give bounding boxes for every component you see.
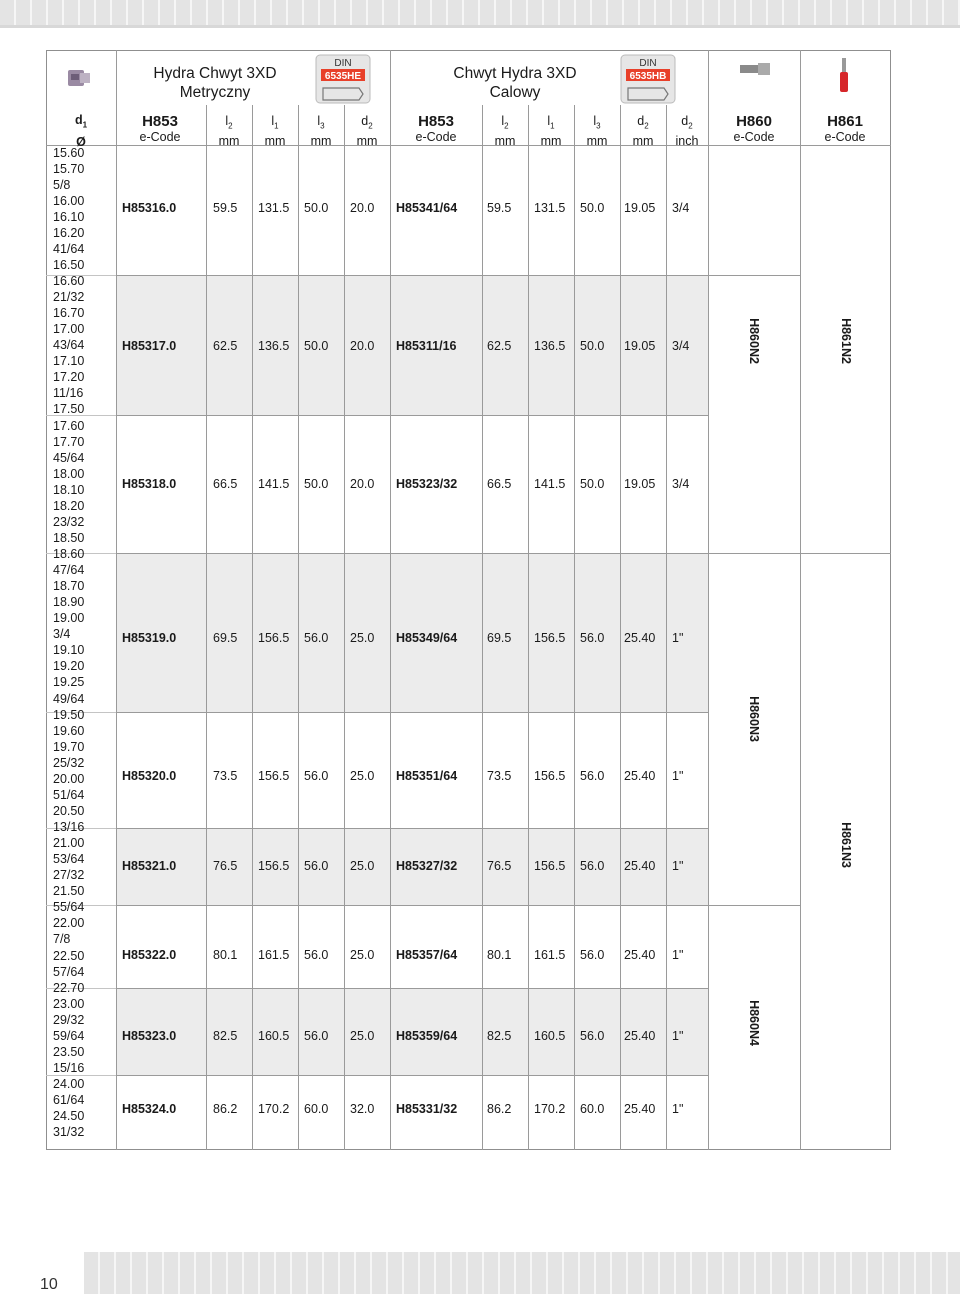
diameter-value: 18.20 — [53, 498, 85, 513]
diameter-value: 16.20 — [53, 225, 85, 240]
diameter-value: 7/8 — [53, 932, 71, 947]
diameter-value: 18.50 — [53, 530, 85, 545]
h860-divider — [708, 905, 800, 906]
diameter-value: 18.60 — [53, 547, 85, 561]
i-l1-cell: 170.2 — [534, 1102, 566, 1116]
i-code-cell: H85311/16 — [396, 339, 457, 353]
i-d2in-cell: 1" — [672, 948, 684, 962]
column-divider — [620, 105, 621, 1150]
column-divider — [390, 50, 391, 1150]
i-l3-cell: 56.0 — [580, 948, 605, 962]
i-l2-cell: 82.5 — [487, 1029, 512, 1043]
diameter-value: 16.00 — [53, 193, 85, 208]
i-code-cell: H85359/64 — [396, 1029, 458, 1043]
m-l3-cell: 56.0 — [304, 769, 329, 783]
i-l3-cell: 56.0 — [580, 1029, 605, 1043]
column-divider — [206, 105, 207, 1150]
i-d2mm-cell: 25.40 — [624, 631, 656, 645]
inch-col-header: $d_2$ inch — [675, 114, 699, 148]
metric-col-header: $d_2$ mm — [356, 114, 378, 148]
diameter-value: 23.00 — [53, 996, 85, 1011]
h860-ecode-header: e-Code — [733, 130, 775, 144]
i-l1-cell: 156.5 — [534, 631, 566, 645]
diameter-value: 21.00 — [53, 836, 85, 851]
i-l2-cell: 69.5 — [487, 631, 512, 645]
m-l1-cell: 161.5 — [258, 948, 290, 962]
m-d2-cell: 25.0 — [350, 769, 375, 783]
m-code-cell: H85320.0 — [122, 769, 177, 783]
diameter-value: 16.60 — [53, 273, 85, 288]
row-divider — [116, 828, 708, 829]
m-l2-cell: 86.2 — [213, 1102, 238, 1116]
diameter-value: 15.70 — [53, 161, 85, 176]
m-l1-cell: 131.5 — [258, 201, 290, 215]
m-l2-cell: 73.5 — [213, 769, 238, 783]
m-l3-cell: 56.0 — [304, 1029, 329, 1043]
diameter-value: 23.50 — [53, 1044, 85, 1059]
m-l3-cell: 60.0 — [304, 1102, 329, 1116]
column-divider — [116, 50, 117, 1150]
diameter-value: 61/64 — [53, 1093, 85, 1108]
diameter-value: 17.00 — [53, 322, 85, 337]
m-d2-cell: 20.0 — [350, 339, 375, 353]
column-divider — [482, 105, 483, 1150]
i-l2-cell: 62.5 — [487, 339, 512, 353]
diameter-value: 22.50 — [53, 948, 85, 963]
m-l3-cell: 50.0 — [304, 477, 329, 491]
m-code-cell: H85319.0 — [122, 631, 177, 645]
i-d2mm-cell: 25.40 — [624, 948, 656, 962]
diameter-value: 19.20 — [53, 659, 85, 674]
m-code-cell: H85324.0 — [122, 1102, 177, 1116]
m-l2-cell: 66.5 — [213, 477, 238, 491]
m-l2-cell: 59.5 — [213, 201, 238, 215]
i-l3-cell: 56.0 — [580, 769, 605, 783]
i-l3-cell: 50.0 — [580, 339, 605, 353]
i-l2-cell: 73.5 — [487, 769, 512, 783]
m-l2-cell: 69.5 — [213, 631, 238, 645]
m-d2-cell: 25.0 — [350, 948, 375, 962]
m-code-cell: H85321.0 — [122, 859, 177, 873]
i-d2in-cell: 3/4 — [672, 201, 690, 215]
i-d2mm-cell: 19.05 — [624, 477, 656, 491]
m-code-cell: H85318.0 — [122, 477, 177, 491]
din-6535hb-badge — [620, 54, 676, 104]
m-l2-cell: 62.5 — [213, 339, 238, 353]
m-l1-cell: 156.5 — [258, 769, 290, 783]
m-l1-cell: 160.5 — [258, 1029, 290, 1043]
metric-ecode-header: e-Code — [139, 130, 181, 144]
din-6535he-badge — [315, 54, 371, 104]
diameter-value: 19.70 — [53, 739, 85, 754]
h861-code-header: H861 — [827, 113, 863, 130]
i-l1-cell: 160.5 — [534, 1029, 566, 1043]
column-divider — [298, 105, 299, 1150]
m-l1-cell: 141.5 — [258, 477, 290, 491]
diameter-value: 24.00 — [53, 1076, 85, 1091]
metric-code-header: H853 — [142, 113, 178, 130]
diameter-value: 17.10 — [53, 354, 85, 369]
i-code-cell: H85331/32 — [396, 1102, 458, 1116]
shank-tool-icon — [738, 62, 772, 76]
diameter-value: 41/64 — [53, 241, 85, 256]
page-number: 10 — [40, 1276, 58, 1293]
i-l3-cell: 56.0 — [580, 859, 605, 873]
diameter-value: 17.60 — [53, 418, 85, 433]
i-l3-cell: 50.0 — [580, 201, 605, 215]
screwdriver-icon — [838, 58, 850, 94]
diameter-value: 20.00 — [53, 771, 85, 786]
metric-col-header: $l_2$ mm — [218, 114, 240, 148]
diameter-value: 22.70 — [53, 980, 85, 995]
diameter-value: 16.10 — [53, 209, 85, 224]
inch-col-header: $d_2$ mm — [632, 114, 654, 148]
i-l1-cell: 156.5 — [534, 859, 566, 873]
diameter-value: 27/32 — [53, 868, 85, 883]
m-l3-cell: 50.0 — [304, 339, 329, 353]
diameter-value: 47/64 — [53, 563, 85, 578]
m-d2-cell: 25.0 — [350, 1029, 375, 1043]
m-code-cell: H85316.0 — [122, 201, 177, 215]
column-divider — [252, 105, 253, 1150]
diameter-value: 22.00 — [53, 916, 85, 931]
diameter-value: 3/4 — [53, 627, 71, 642]
i-code-cell: H85357/64 — [396, 948, 458, 962]
m-l1-cell: 156.5 — [258, 859, 290, 873]
column-divider — [528, 105, 529, 1150]
inch-col-header: $l_2$ mm — [494, 114, 516, 148]
i-d2in-cell: 1" — [672, 631, 684, 645]
inch-col-header: $l_1$ mm — [540, 114, 562, 148]
bottom-decorative-bar — [84, 1252, 960, 1294]
m-l3-cell: 56.0 — [304, 631, 329, 645]
h861-divider — [800, 553, 891, 554]
metric-section-title: Hydra Chwyt 3XD Metryczny — [153, 65, 277, 101]
h860-label: H860N2 — [747, 318, 761, 364]
column-divider — [574, 105, 575, 1150]
diameter-value: 51/64 — [53, 787, 85, 802]
i-code-cell: H85349/64 — [396, 631, 458, 645]
diameter-value: 53/64 — [53, 852, 85, 867]
m-code-cell: H85317.0 — [122, 339, 177, 353]
diameter-header: $d_1$ Ø — [74, 113, 88, 149]
column-divider — [800, 50, 801, 1150]
i-l2-cell: 66.5 — [487, 477, 512, 491]
m-l1-cell: 156.5 — [258, 631, 290, 645]
i-code-cell: H85341/64 — [396, 201, 458, 215]
i-l1-cell: 136.5 — [534, 339, 566, 353]
i-l3-cell: 50.0 — [580, 477, 605, 491]
diameter-value: 21.50 — [53, 884, 85, 899]
svg-text:DIN: DIN — [639, 58, 657, 69]
diameter-value: 19.00 — [53, 611, 85, 626]
h861-ecode-header: e-Code — [824, 130, 866, 144]
inch-col-header: $l_3$ mm — [586, 114, 608, 148]
diameter-value: 15/16 — [53, 1060, 85, 1075]
inch-section-title: Chwyt Hydra 3XD Calowy — [453, 65, 577, 101]
i-code-cell: H85323/32 — [396, 477, 458, 491]
diameter-value: 16.70 — [53, 306, 85, 321]
i-d2in-cell: 1" — [672, 859, 684, 873]
i-l2-cell: 59.5 — [487, 201, 512, 215]
diameter-value: 24.50 — [53, 1109, 85, 1124]
m-l2-cell: 82.5 — [213, 1029, 238, 1043]
diameter-value: 5/8 — [53, 177, 71, 192]
top-decorative-bar — [0, 0, 960, 28]
metric-col-header: $l_3$ mm — [310, 114, 332, 148]
i-d2mm-cell: 25.40 — [624, 859, 656, 873]
diameter-value: 18.00 — [53, 466, 85, 481]
inch-ecode-header: e-Code — [415, 130, 457, 144]
diameter-value: 59/64 — [53, 1028, 85, 1043]
m-l1-cell: 170.2 — [258, 1102, 290, 1116]
i-l3-cell: 60.0 — [580, 1102, 605, 1116]
m-d2-cell: 32.0 — [350, 1102, 375, 1116]
row-divider — [116, 1075, 708, 1076]
diameter-value: 17.20 — [53, 370, 85, 385]
diameter-value: 25/32 — [53, 755, 85, 770]
i-l3-cell: 56.0 — [580, 631, 605, 645]
diameter-value: 19.50 — [53, 707, 85, 722]
i-l2-cell: 76.5 — [487, 859, 512, 873]
row-divider — [116, 905, 708, 906]
i-l1-cell: 141.5 — [534, 477, 566, 491]
row-divider — [116, 553, 708, 554]
i-d2mm-cell: 25.40 — [624, 1102, 656, 1116]
m-d2-cell: 25.0 — [350, 631, 375, 645]
i-d2in-cell: 3/4 — [672, 339, 690, 353]
diameter-value: 17.70 — [53, 434, 85, 449]
h861-label: H861N3 — [839, 822, 853, 868]
i-d2mm-cell: 25.40 — [624, 769, 656, 783]
drill-bit-icon — [66, 66, 94, 90]
svg-text:6535HB: 6535HB — [629, 71, 667, 82]
diameter-value: 31/32 — [53, 1125, 85, 1140]
m-l1-cell: 136.5 — [258, 339, 290, 353]
m-l3-cell: 56.0 — [304, 948, 329, 962]
diameter-value: 55/64 — [53, 900, 85, 915]
column-divider — [344, 105, 345, 1150]
m-code-cell: H85322.0 — [122, 948, 177, 962]
inch-code-header: H853 — [418, 113, 454, 130]
i-l1-cell: 131.5 — [534, 201, 566, 215]
diameter-value: 49/64 — [53, 691, 85, 706]
h860-label: H860N4 — [747, 1000, 761, 1046]
diameter-value: 13/16 — [53, 820, 85, 835]
h860-code-header: H860 — [736, 113, 772, 130]
column-divider — [708, 50, 709, 1150]
m-l2-cell: 80.1 — [213, 948, 238, 962]
row-divider — [116, 415, 708, 416]
column-divider — [666, 105, 667, 1150]
m-code-cell: H85323.0 — [122, 1029, 177, 1043]
m-d2-cell: 20.0 — [350, 201, 375, 215]
header-divider — [46, 145, 891, 146]
m-d2-cell: 20.0 — [350, 477, 375, 491]
h860-divider — [708, 275, 800, 276]
h861-label: H861N2 — [839, 318, 853, 364]
diameter-value: 45/64 — [53, 450, 85, 465]
diameter-value: 57/64 — [53, 964, 85, 979]
i-code-cell: H85327/32 — [396, 859, 458, 873]
diameter-value: 21/32 — [53, 290, 85, 305]
diameter-value: 23/32 — [53, 514, 85, 529]
i-l1-cell: 161.5 — [534, 948, 566, 962]
m-d2-cell: 25.0 — [350, 859, 375, 873]
diameter-value: 18.70 — [53, 579, 85, 594]
row-divider — [116, 988, 708, 989]
i-d2in-cell: 1" — [672, 1102, 684, 1116]
row-divider — [116, 275, 708, 276]
diameter-value: 11/16 — [53, 386, 84, 401]
diameter-value: 19.10 — [53, 643, 85, 658]
h860-label: H860N3 — [747, 696, 761, 742]
svg-text:DIN: DIN — [334, 58, 352, 69]
i-d2mm-cell: 19.05 — [624, 201, 656, 215]
i-d2mm-cell: 19.05 — [624, 339, 656, 353]
row-divider — [116, 712, 708, 713]
i-l2-cell: 86.2 — [487, 1102, 512, 1116]
svg-text:6535HE: 6535HE — [324, 71, 362, 82]
m-l2-cell: 76.5 — [213, 859, 238, 873]
diameter-value: 19.25 — [53, 675, 85, 690]
i-d2in-cell: 3/4 — [672, 477, 690, 491]
metric-col-header: $l_1$ mm — [264, 114, 286, 148]
diameter-value: 20.50 — [53, 803, 85, 818]
diameter-value: 18.10 — [53, 482, 85, 497]
diameter-value: 17.50 — [53, 402, 85, 417]
diameter-value: 43/64 — [53, 338, 85, 353]
m-l3-cell: 56.0 — [304, 859, 329, 873]
i-d2mm-cell: 25.40 — [624, 1029, 656, 1043]
i-d2in-cell: 1" — [672, 769, 684, 783]
diameter-value: 19.60 — [53, 723, 85, 738]
diameter-value: 16.50 — [53, 257, 85, 272]
m-l3-cell: 50.0 — [304, 201, 329, 215]
diameter-value: 15.60 — [53, 145, 85, 160]
i-l1-cell: 156.5 — [534, 769, 566, 783]
i-d2in-cell: 1" — [672, 1029, 684, 1043]
diameter-value: 29/32 — [53, 1012, 85, 1027]
i-code-cell: H85351/64 — [396, 769, 458, 783]
i-l2-cell: 80.1 — [487, 948, 512, 962]
diameter-value: 18.90 — [53, 595, 85, 610]
h860-divider — [708, 553, 800, 554]
